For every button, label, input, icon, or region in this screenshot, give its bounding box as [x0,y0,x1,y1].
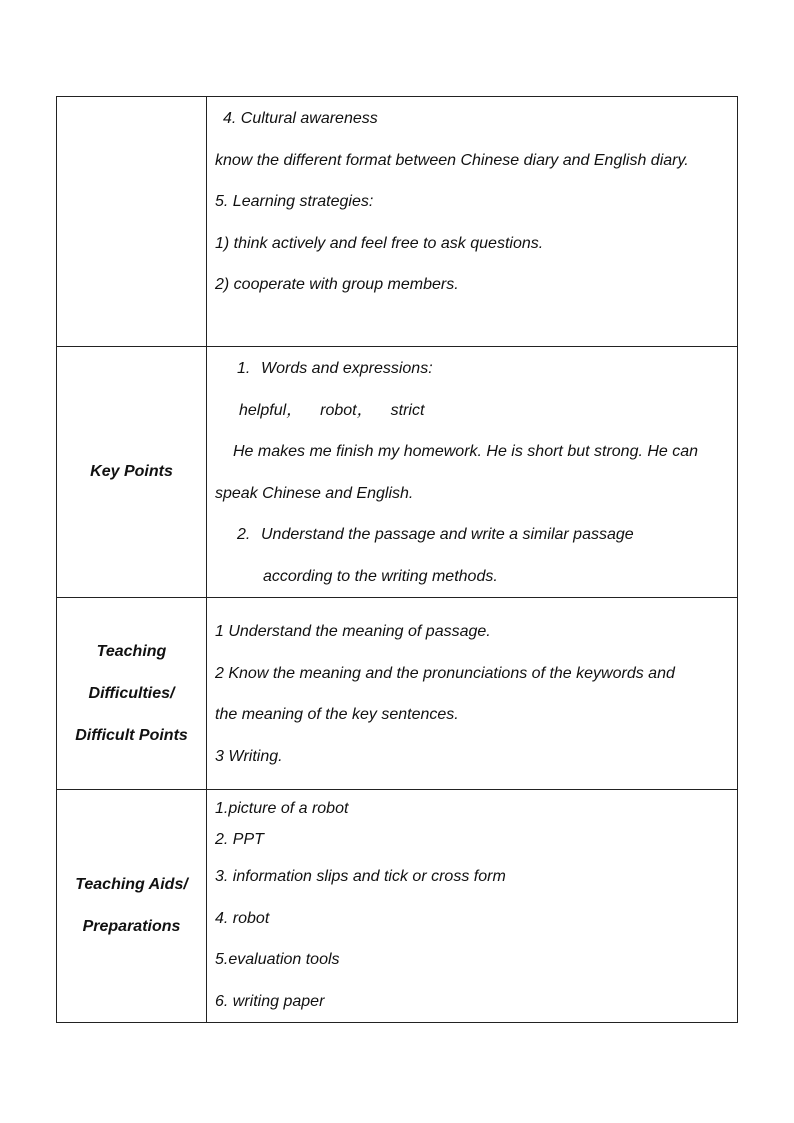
teaching-aids-label-cell [57,790,207,1023]
key-points-item-2 [215,514,729,556]
cultural-awareness-heading: 4. Cultural awareness [223,110,378,127]
aid-item-1: 1.picture of a robot [215,800,349,817]
key-word: robot， [320,401,373,419]
key-points-label: Key Points [90,463,173,480]
difficulties-label-cell [57,598,207,790]
key-words-line [215,390,729,432]
key-sentences-line-2: speak Chinese and English. [215,484,414,502]
difficulties-row [57,598,738,790]
difficulties-content-cell [207,598,738,790]
list-number: 2. [237,526,251,543]
key-word: strict [390,401,425,419]
list-text: Understand the passage and write a similar passage [261,526,634,543]
key-points-item-2-continued: according to the writing methods. [263,567,498,585]
difficulties-label-line-3: Difficult Points [75,726,188,744]
key-points-row [57,347,738,598]
difficulty-item-2: 2 Know the meaning and the pronunciations of the keywords and [215,664,675,682]
difficulty-item-3: 3 Writing. [215,747,283,765]
difficulty-item-1: 1 Understand the meaning of passage. [215,623,491,640]
aid-item-3: 3. information slips and tick or cross form [215,868,506,885]
teaching-aids-label-line-1: Teaching Aids/ [75,876,188,893]
aid-item-2: 2. PPT [215,831,264,848]
key-points-label-cell [57,347,207,598]
objectives-row [57,97,738,347]
difficulties-label-line-2: Difficulties/ [88,684,175,702]
key-points-content-cell [207,347,738,598]
aid-item-4: 4. robot [215,909,270,927]
list-text: Words and expressions: [261,360,433,377]
key-word: helpful， [239,401,303,419]
key-sentences-line-1: He makes me finish my homework. He is short but strong. He can [233,443,699,460]
list-number: 1. [237,360,251,377]
learning-strategies-heading: 5. Learning strategies: [215,193,374,210]
difficulty-item-2-continued: the meaning of the key sentences. [215,706,459,723]
teaching-aids-row [57,790,738,1023]
aid-item-5: 5.evaluation tools [215,951,340,968]
lesson-plan-table [56,96,738,1023]
strategy-item-1: 1) think actively and feel free to ask questions. [215,234,544,252]
cultural-awareness-text: know the different format between Chinese diary and English diary. [215,151,689,169]
objectives-label-cell [57,97,207,347]
objectives-content-cell [207,97,738,347]
difficulties-label-line-1: Teaching [96,642,167,660]
teaching-aids-content-cell [207,790,738,1023]
key-points-item-1 [215,348,729,390]
teaching-aids-label-line-2: Preparations [82,918,181,935]
strategy-item-2: 2) cooperate with group members. [215,276,459,293]
aid-item-6: 6. writing paper [215,992,325,1010]
